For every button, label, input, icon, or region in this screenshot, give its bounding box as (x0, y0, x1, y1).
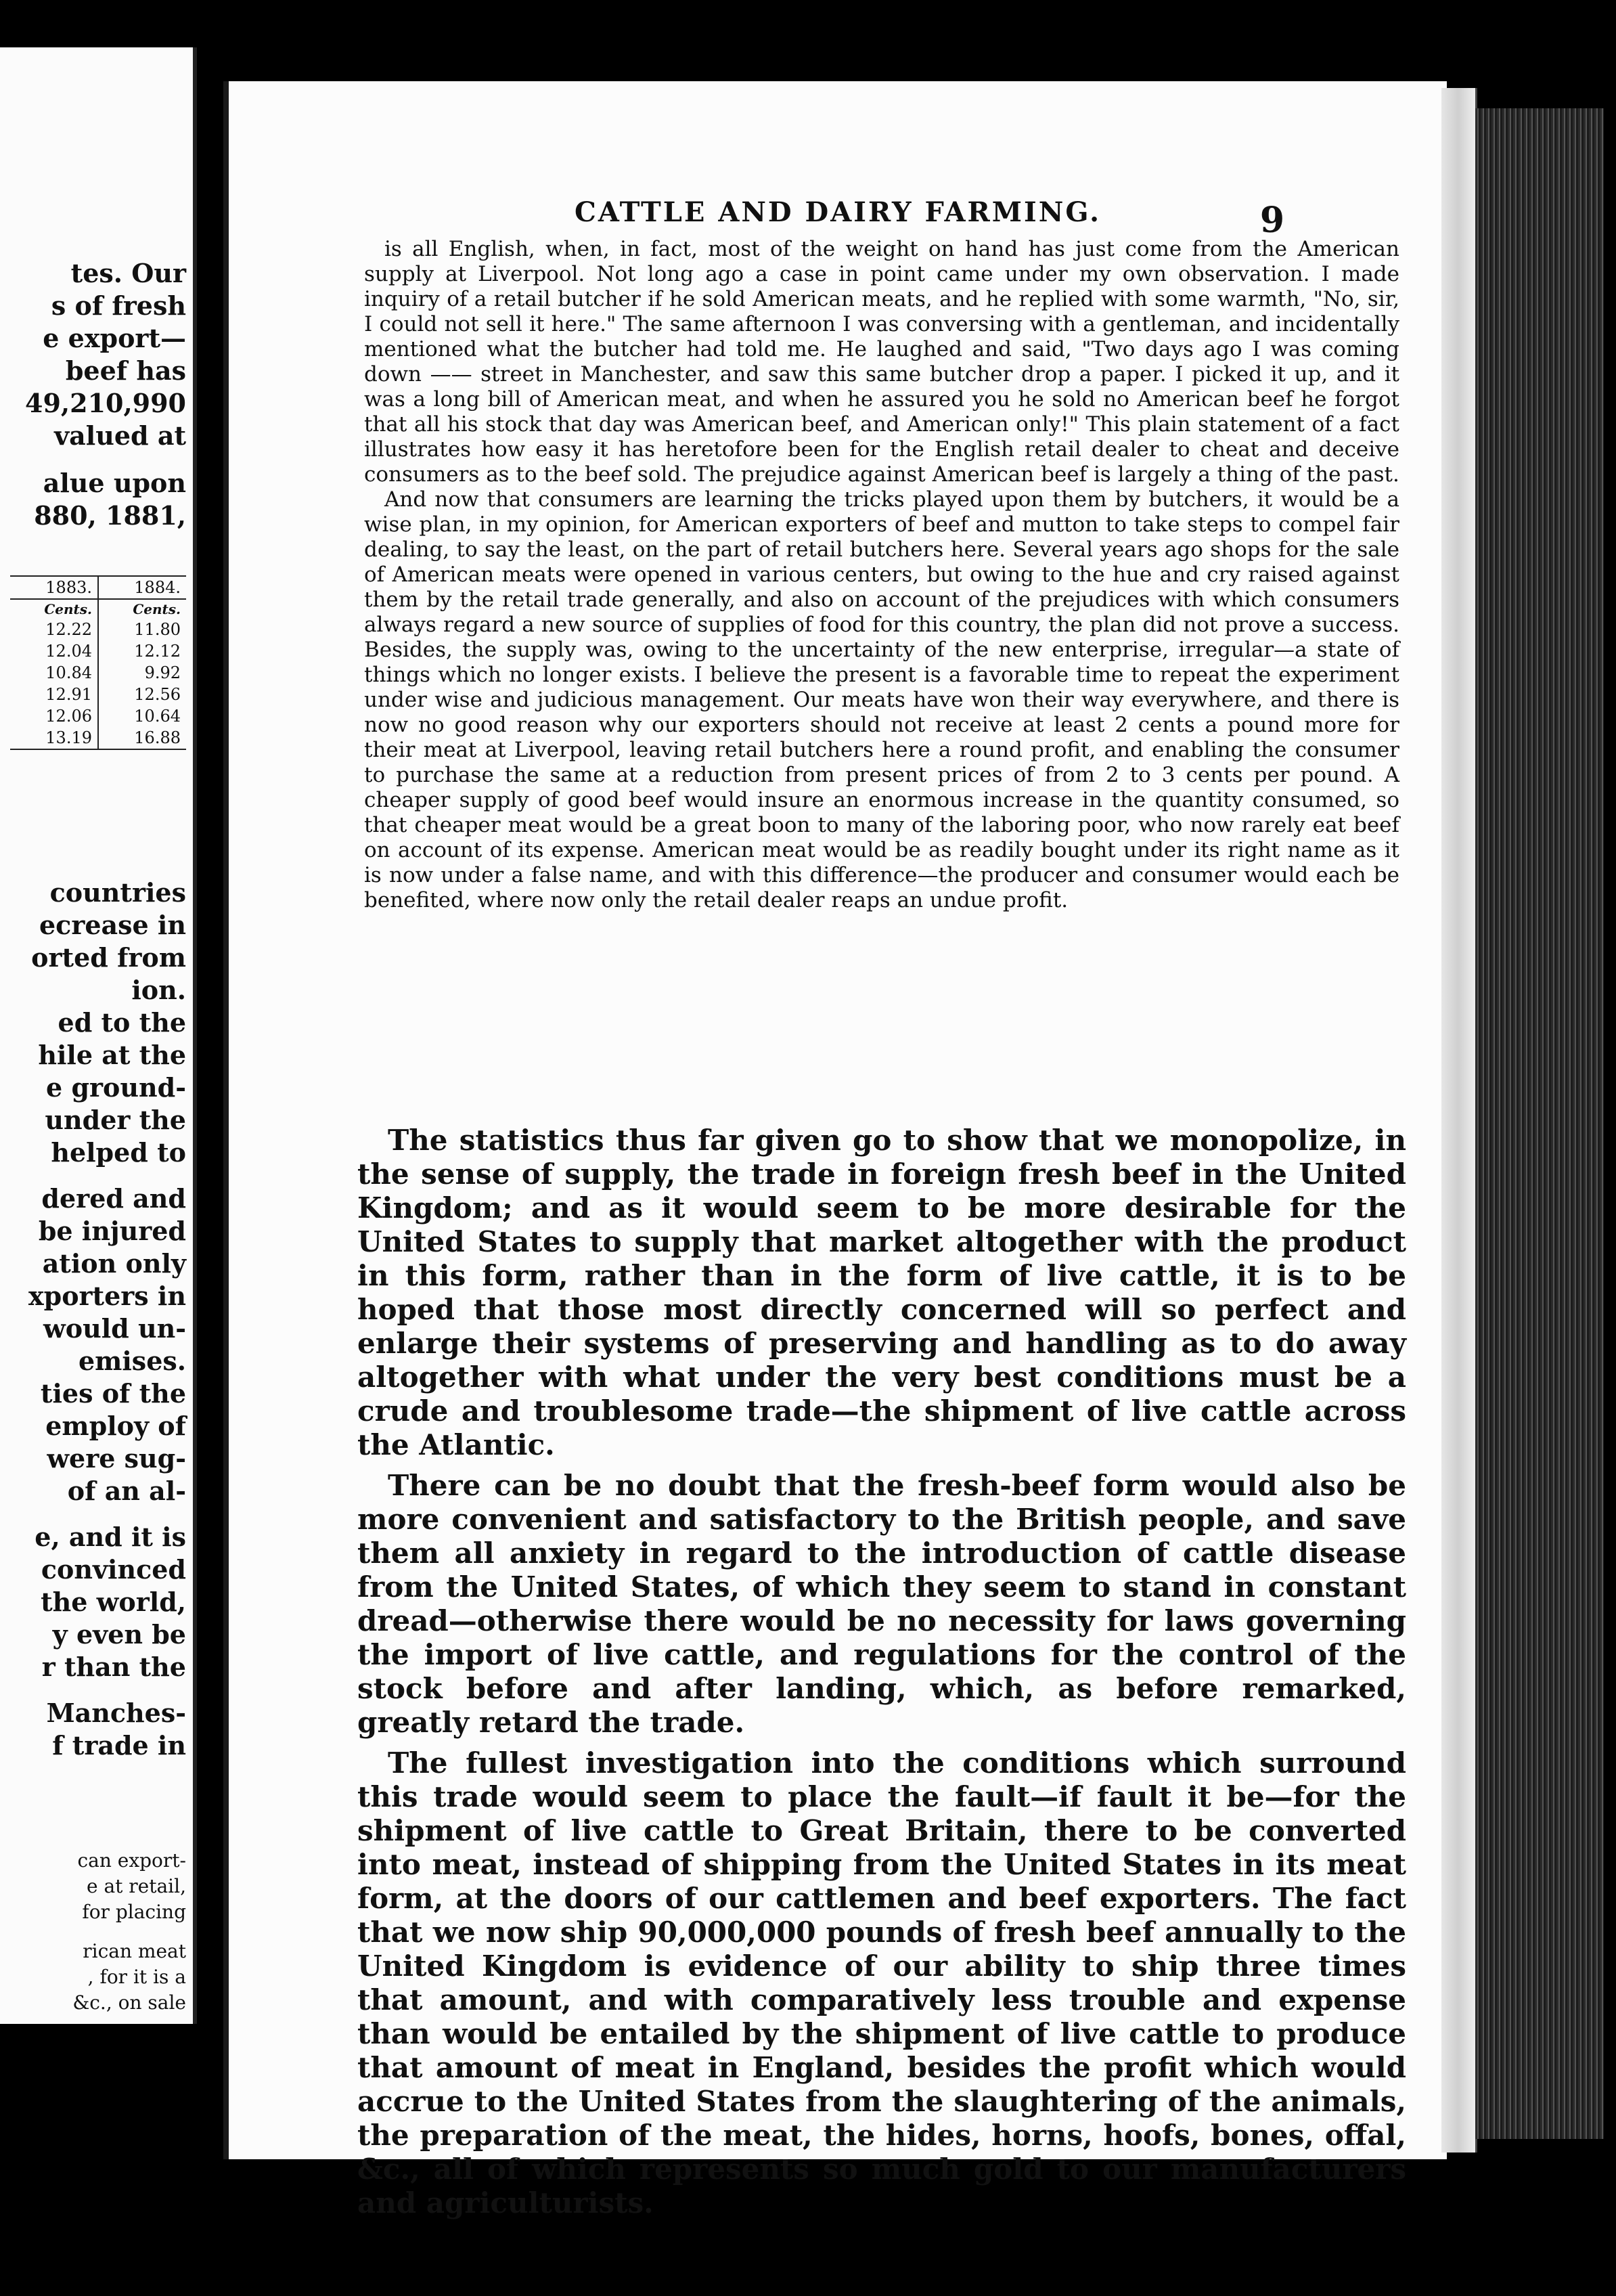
left-line: Manches- (46, 1698, 186, 1728)
quote-paragraph: is all English, when, in fact, most of the weight on hand has just come from the American supply at Liverpool. Not long ago a case in point came under my own observation. I made inquiry of a retail butcher if he sold American meats, and he replied with some warmth, "No, sir, I could not sell it here." The same afternoon I was conversing with a gentleman, and incidentally mentioned what the butcher had told me. He laughed and said, "Two days ago I was coming down —— street in Manchester, and saw this same butcher drop a paper. I picked it up, and it was a long bill of American meat, and when he assured you he sold no American beef he forgot that all his stock that day was American beef, and American only!" This plain statement of a fact illustrates how easy it has heretofore been for the English retail dealer to cheat and deceive consumers as to the beef sold. The prejudice against American beef is largely a thing of the past. (364, 237, 1399, 487)
left-line (0, 1683, 186, 1697)
left-line: orted from (31, 942, 186, 973)
left-line: &c., on sale (72, 1991, 186, 2014)
body-paragraph: The statistics thus far given go to show that we monopolize, in the sense of supply, the trade in foreign fresh beef in the United Kingdom; and as it would seem to be more desirable for the United States to supply that market altogether with the product in this form, rather than in the form of live cattle, it is to be hoped that those most directly concerned will so perfect and enlarge their systems of preserving and handling as to do away altogether with what under the very best conditions must be a crude and troublesome trade—the shipment of live cattle across the Atlantic. (357, 1124, 1406, 1461)
left-line: the world, (41, 1587, 186, 1617)
left-line: 49,210,990 (25, 388, 186, 418)
table-row (10, 640, 186, 662)
table-cell: 10.64 (98, 705, 186, 727)
left-page-mid-lines (0, 467, 186, 532)
table-cell: 10.84 (45, 663, 92, 682)
left-line: valued at (54, 420, 186, 451)
table-row (10, 727, 186, 749)
page-number: 9 (1259, 200, 1284, 241)
table-unit: Cents. (44, 601, 92, 617)
left-line (0, 1507, 186, 1521)
left-line: s of fresh (51, 290, 186, 321)
table-cell: 13.19 (45, 728, 92, 747)
left-line: can export- (77, 1849, 186, 1872)
left-line: f trade in (52, 1730, 186, 1761)
left-line: ed to the (58, 1007, 186, 1038)
left-line: rican meat (83, 1940, 186, 1962)
page-edge (1441, 88, 1477, 2152)
table-cell: 11.80 (98, 619, 186, 640)
left-line: r than the (41, 1652, 186, 1682)
left-line: e, and it is (35, 1522, 186, 1552)
table-cell: 12.91 (45, 685, 92, 704)
table-row (10, 662, 186, 684)
left-line: xporters in (28, 1281, 186, 1311)
left-line (0, 1169, 186, 1183)
table-cell: 12.06 (45, 707, 92, 726)
table-row (10, 705, 186, 727)
left-line: tes. Our (70, 258, 186, 288)
left-line: countries (49, 877, 186, 908)
left-line: be injured (38, 1216, 186, 1246)
left-line: 880, 1881, (34, 500, 186, 531)
left-line: e at retail, (86, 1875, 186, 1897)
left-line: ecrease in (39, 910, 186, 940)
left-line: dered and (41, 1183, 186, 1214)
table-header: 1884. (98, 577, 186, 599)
left-line: ties of the (40, 1378, 186, 1409)
left-page-fragment (0, 47, 197, 2024)
left-line: , for it is a (87, 1966, 186, 1988)
book-page-stack (1475, 108, 1604, 2139)
left-line (0, 1925, 186, 1939)
table-unit: Cents. (98, 599, 186, 619)
running-head: CATTLE AND DAIRY FARMING. (574, 196, 1101, 228)
left-line: would un- (43, 1313, 186, 1344)
left-line: for placing (82, 1901, 186, 1923)
table-cell: 12.56 (98, 684, 186, 705)
left-line: of an al- (67, 1476, 186, 1506)
left-line: beef has (65, 355, 186, 386)
left-line: employ of (45, 1411, 186, 1441)
body-paragraph: There can be no doubt that the fresh-beef form would also be more convenient and satisfactory to the British people, and save them all anxiety in regard to the introduction of cattle disease from the United States, of which they seem to stand in constant dread—otherwise there would be no necessity for laws governing the import of live cattle, and regulations for the control of the stock before and after landing, which, as before remarked, greatly retard the trade. (357, 1469, 1406, 1739)
left-page-bottom-lines (0, 877, 186, 1762)
left-line: y even be (52, 1619, 186, 1650)
table-cell: 16.88 (98, 727, 186, 749)
left-page-top-lines (0, 257, 186, 452)
table-header: 1883. (10, 577, 98, 599)
body-paragraph: The fullest investigation into the conditions which surround this trade would seem to place the fault—if fault it be—for the shipment of live cattle to Great Britain, there to be converted into meat, instead of shipping from the United States in its meat form, at the doors of our cattlemen and beef exporters. The fact that we now ship 90,000,000 pounds of fresh beef annually to the United Kingdom is evidence of our ability to ship three times that amount, and with comparatively less trouble and expense than would be entailed by the shipment of live cattle to produce that amount of meat in England, besides the profit which would accrue to the United States from the slaughtering of the animals, the preparation of the meat, the hides, horns, hoofs, bones, offal, &c., all of which represents so much gold to our manufacturers and agriculturists. (357, 1746, 1406, 2220)
body-text (357, 1124, 1406, 2227)
left-page-footnote-lines (0, 1848, 186, 2016)
left-line: helped to (51, 1137, 186, 1168)
quoted-report-block (364, 237, 1399, 913)
left-line: emises. (78, 1346, 186, 1376)
left-line: e export— (43, 323, 186, 353)
left-line: convinced (41, 1554, 186, 1585)
table-cell: 9.92 (98, 662, 186, 684)
left-line: e ground- (46, 1072, 186, 1103)
table-cell: 12.04 (45, 642, 92, 661)
table-cell: 12.12 (98, 640, 186, 662)
left-line: ation only (42, 1248, 186, 1279)
left-line: hile at the (38, 1040, 186, 1070)
left-line: ion. (131, 975, 186, 1005)
table-row (10, 684, 186, 705)
table-cell: 12.22 (45, 620, 92, 639)
left-line: were sug- (47, 1443, 186, 1474)
left-line: alue upon (43, 468, 186, 498)
quote-paragraph: And now that consumers are learning the tricks played upon them by butchers, it would be a wise plan, in my opinion, for American exporters of beef and mutton to take steps to compel fair dealing, to say the least, on the part of retail butchers here. Several years ago shops for the sale of American meats were opened in various centers, but owing to the hue and cry raised against them by the retail trade generally, and also on account of the prejudices with which consumers always regard a new source of supplies of food for this country, the plan did not prove a success. Besides, the supply was, owing to the uncertainty of the new enterprise, irregular—a state of things which no longer exists. I believe the present is a favorable time to repeat the experiment under wise and judicious management. Our meats have won their way everywhere, and there is now no good reason why our exporters should not receive at least 2 cents a pound more for their meat at Liverpool, leaving retail butchers here a round profit, and enabling the consumer to purchase the same at a reduction from present prices of from 2 to 3 cents per pound. A cheaper supply of good beef would insure an enormous increase in the quantity consumed, so that cheaper meat would be a great boon to many of the laboring poor, who now rarely eat beef on account of its expense. American meat would be as readily bought under its right name as it is now under a false name, and with this difference—the producer and consumer would each be benefited, where now only the retail dealer reaps an undue profit. (364, 487, 1399, 912)
table-row (10, 619, 186, 640)
left-price-table (10, 575, 186, 750)
left-line: under the (45, 1105, 186, 1135)
main-page (223, 81, 1447, 2220)
